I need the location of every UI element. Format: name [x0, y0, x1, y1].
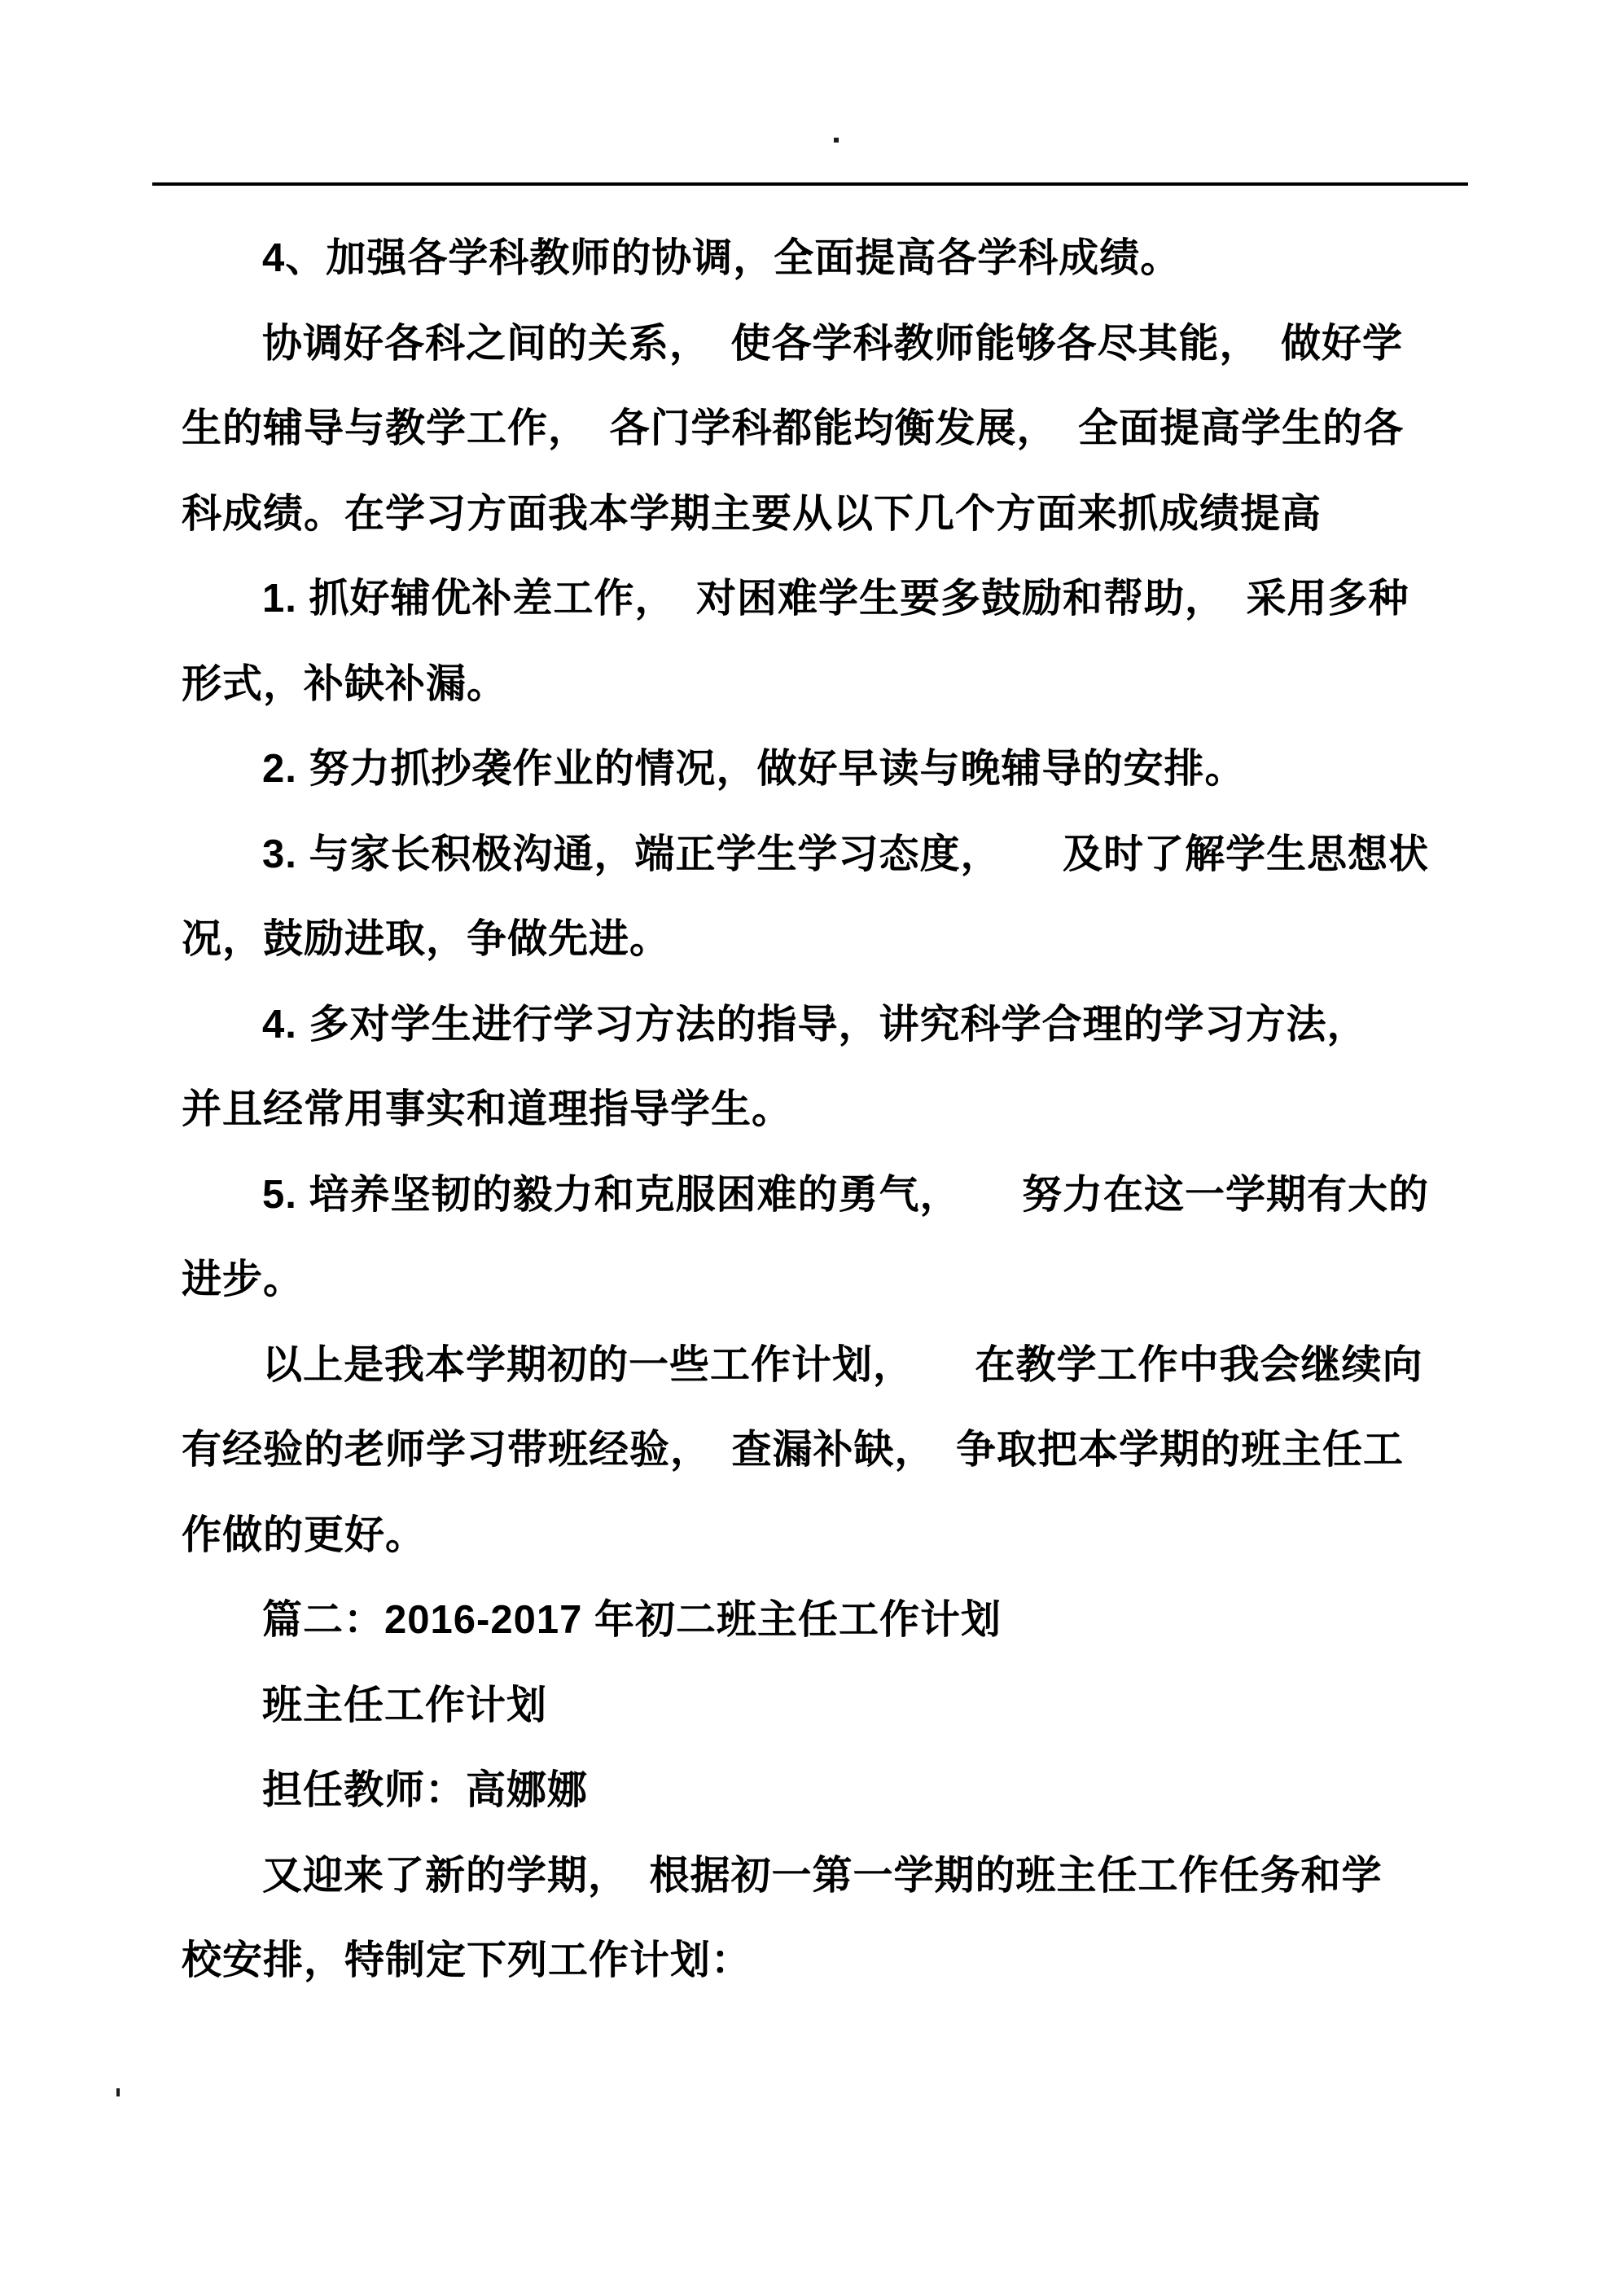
text-line: 2. 努力抓抄袭作业的情况，做好早读与晚辅导的安排。: [262, 747, 1246, 791]
text-line: 又迎来了新的学期， 根据初一第一学期的班主任工作任务和学: [262, 1853, 1383, 1898]
text-line: 并且经常用事实和道理指导学生。: [182, 1087, 793, 1131]
header-divider: [152, 182, 1468, 186]
text-line: 科成绩。在学习方面我本学期主要从以下几个方面来抓成绩提高: [182, 491, 1322, 536]
text-line: 担任教师：高娜娜: [262, 1768, 589, 1812]
text-line: 形式，补缺补漏。: [182, 661, 508, 706]
text-line: 作做的更好。: [182, 1512, 427, 1557]
text-line: 4. 多对学生进行学习方法的指导，讲究科学合理的学习方法，: [262, 1002, 1368, 1047]
text-line: 3. 与家长积极沟通，端正学生学习态度， 及时了解学生思想状: [262, 832, 1429, 876]
text-line: 4、加强各学科教师的协调，全面提高各学科成绩。: [262, 236, 1181, 280]
text-line: 协调好各科之间的关系， 使各学科教师能够各尽其能， 做好学: [262, 321, 1404, 366]
text-line: 有经验的老师学习带班经验， 查漏补缺， 争取把本学期的班主任工: [182, 1428, 1405, 1472]
text-line: 进步。: [182, 1258, 305, 1302]
text-line: 生的辅导与教学工作， 各门学科都能均衡发展， 全面提高学生的各: [182, 406, 1405, 450]
stray-dot-icon: [834, 138, 839, 143]
document-text: [182, 216, 1472, 2004]
text-line: 况，鼓励进取，争做先进。: [182, 917, 671, 961]
text-line: 1. 抓好辅优补差工作， 对困难学生要多鼓励和帮助， 采用多种: [262, 577, 1409, 621]
text-line: 5. 培养坚韧的毅力和克服困难的勇气， 努力在这一学期有大的: [262, 1172, 1429, 1217]
text-line: 校安排，特制定下列工作计划：: [182, 1938, 752, 1982]
text-line: 班主任工作计划: [262, 1683, 548, 1727]
stray-tick-icon: [116, 2088, 120, 2096]
text-line: 篇二：2016-2017 年初二班主任工作计划: [262, 1598, 1002, 1642]
text-line: 以上是我本学期初的一些工作计划， 在教学工作中我会继续向: [262, 1342, 1423, 1387]
